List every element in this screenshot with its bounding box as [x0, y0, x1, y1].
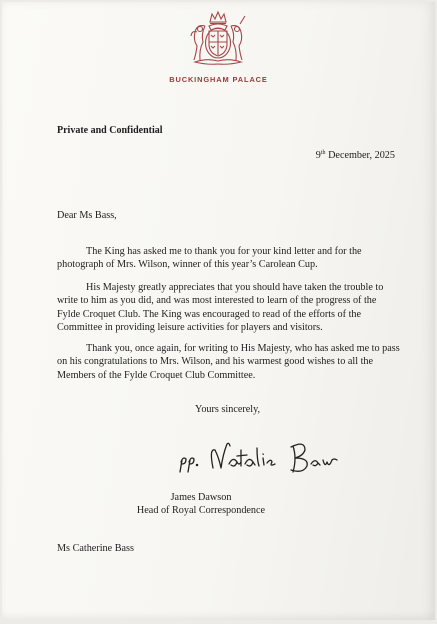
body-paragraph: His Majesty greatly appreciates that you should have taken the trouble to write to him as you did, and was most interested to learn of the progress of the Fylde Croquet Club. The King was encouraged to read of the efforts of the Committee in providing leisure activities for players and visitors. — [57, 282, 384, 334]
date-day: 9 — [315, 150, 321, 161]
closing: Yours sincerely, — [195, 404, 261, 415]
recipient-name: Ms Catherine Bass — [57, 543, 134, 554]
signatory-name: James Dawson — [170, 492, 232, 503]
letter-date — [316, 150, 395, 161]
signatory-title: Head of Royal Correspondence — [136, 505, 266, 516]
date-month-year: December, 2025 — [325, 150, 395, 161]
body-paragraph: The King has asked me to thank you for your kind letter and for the photograph of Mrs. Wilson, winner of this year’s Carolean Cup. — [57, 246, 362, 271]
letter-page — [2, 2, 435, 620]
handwritten-signature — [175, 438, 345, 478]
salutation: Dear Ms Bass, — [57, 210, 117, 221]
letterhead-address: BUCKINGHAM PALACE — [169, 75, 268, 84]
royal-coat-of-arms-icon — [187, 10, 249, 68]
confidentiality-marking: Private and Confidential — [57, 125, 163, 136]
date-suffix: th — [320, 150, 326, 156]
body-paragraph: Thank you, once again, for writing to His Majesty, who has asked me to pass on his congratulations to Mrs. Wilson, and his warmest good wishes to all the Members of the Fylde Croquet Club Committee. — [57, 343, 400, 381]
